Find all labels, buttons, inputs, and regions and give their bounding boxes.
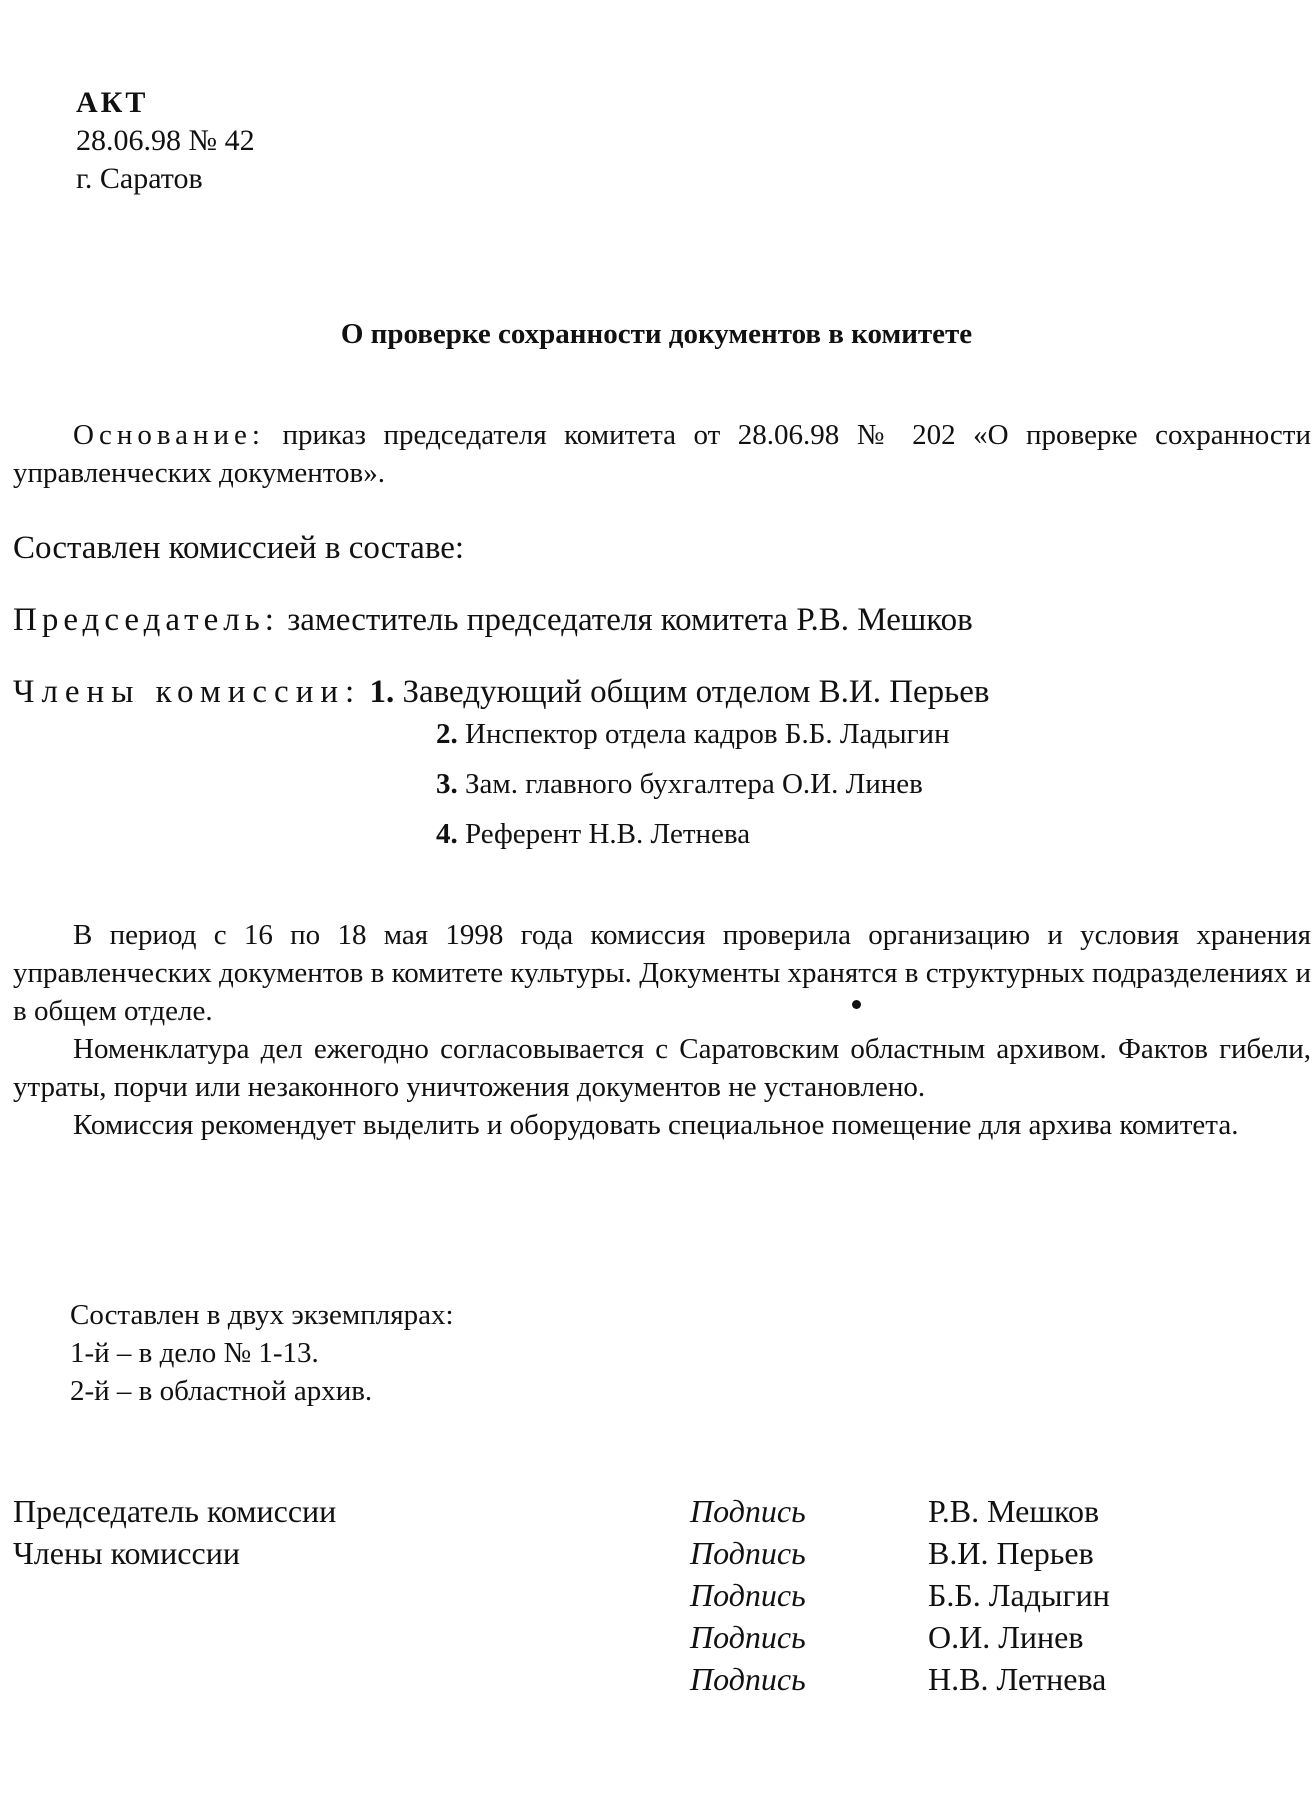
role-chairman: Председатель комиссии [13,1493,337,1529]
member-text: Заведующий общим отделом В.И. Перьев [402,674,990,710]
member-text: Инспектор отдела кадров Б.Б. Ладыгин [465,718,950,750]
copies-item: 2-й – в областной архив. [70,1375,373,1407]
basis-text: приказ председателя комитета от 28.06.98 № 202 «О проверке сохранности управленческих документов». [13,419,1311,489]
document-type: АКТ [76,86,149,119]
signature-mark: Подпись [690,1535,806,1571]
signatory-name: О.И. Линев [928,1619,1084,1655]
signature-roles [13,1490,336,1574]
copies-item: 1-й – в дело № 1-13. [70,1337,319,1369]
signature-mark: Подпись [690,1661,806,1697]
body-paragraph: Номенклатура дел ежегодно согласовывается с Саратовским областным архивом. Фактов гибели, утраты, порчи или незаконного уничтожения документов не установлено. [13,1033,1311,1103]
scan-speck [852,1000,861,1009]
basis-label: Основание: [73,419,265,451]
signature-mark: Подпись [690,1619,806,1655]
chairman-text: заместитель председателя комитета Р.В. Мешков [287,602,973,638]
member-item [436,718,950,751]
member-number: 1. [369,674,395,710]
signature-mark: Подпись [690,1577,806,1613]
member-text: Зам. главного бухгалтера О.И. Линев [465,768,923,800]
basis-paragraph [13,416,1311,492]
members-label: Члены комиссии: [13,674,362,710]
member-number: 2. [436,718,458,750]
body-paragraph: В период с 16 по 18 мая 1998 года комиссия проверила организацию и условия хранения управленческих документов в комитете культуры. Документы хранятся в структурных подразделениях и в общем отделе. [13,919,1311,1027]
composed-by: Составлен комиссией в составе: [13,530,465,566]
document-place: г. Саратов [76,162,203,195]
signatory-name: Р.В. Мешков [928,1493,1100,1529]
signature-mark: Подпись [690,1493,806,1529]
signatory-names [928,1490,1110,1700]
member-text: Референт Н.В. Летнева [465,818,751,850]
member-item [369,674,989,710]
signatory-name: Б.Б. Ладыгин [928,1577,1110,1613]
member-number: 3. [436,768,458,800]
signature-column [690,1490,806,1700]
body-text [13,916,1311,1144]
member-item [436,818,750,851]
document-title: О проверке сохранности документов в комитете [340,318,973,350]
signatory-name: В.И. Перьев [928,1535,1094,1571]
body-paragraph: Комиссия рекомендует выделить и оборудовать специальное помещение для архива комитета. [73,1109,1239,1141]
copies-heading: Составлен в двух экземплярах: [70,1299,454,1331]
document-date-number: 28.06.98 № 42 [76,124,255,157]
member-number: 4. [436,818,458,850]
chairman-line [13,602,973,639]
member-item [436,768,923,801]
members-line [13,674,989,711]
chairman-label: Председатель: [13,602,279,638]
role-members: Члены комиссии [13,1535,240,1571]
signatory-name: Н.В. Летнева [928,1661,1107,1697]
